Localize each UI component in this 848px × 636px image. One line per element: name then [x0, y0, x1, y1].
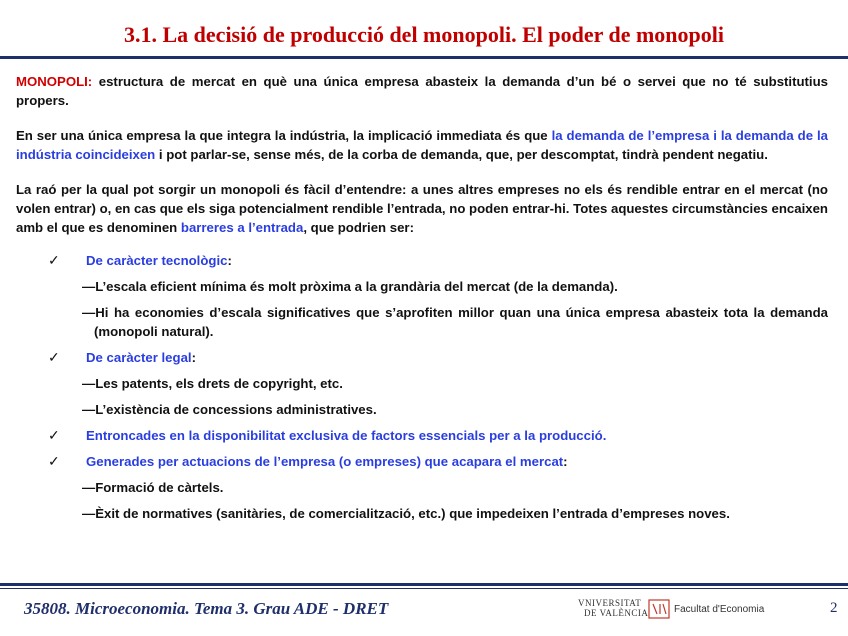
university-line1: VNIVERSITAT	[578, 598, 642, 608]
barrier-item	[16, 452, 828, 471]
barriers-text-a: La raó per la qual pot sorgir un monopoli és fàcil d’entendre: a unes altres empreses no els és rendible entrar en el mercat (no volen entrar) o, en cas que els siga potencialment rendible l’entrada, no poden entrar-hi. Totes aquestes circumstàncies encaixen amb el que es denominen	[16, 182, 828, 235]
top-rule	[0, 56, 848, 59]
barrier-label: De caràcter tecnològic	[86, 253, 228, 268]
barrier-suffix: :	[227, 253, 232, 268]
university-name	[578, 598, 648, 618]
university-line2: DE VALÈNCIA	[584, 608, 649, 618]
barrier-suffix: .	[602, 428, 607, 443]
sub-item: —L’existència de concessions administratives.	[82, 402, 377, 417]
sub-item: —Èxit de normatives (sanitàries, de comercialització, etc.) que impedeixen l’entrada d’empreses noves.	[82, 506, 730, 521]
barrier-item	[16, 426, 828, 445]
barrier-subitems	[82, 277, 828, 341]
demand-text-c: i pot parlar-se, sense més, de la corba de demanda, que, per descomptat, tindrà pendent negatiu.	[155, 147, 768, 162]
barrier-suffix: :	[191, 350, 196, 365]
sub-item: —Formació de càrtels.	[82, 480, 224, 495]
sub-item: —Les patents, els drets de copyright, etc.	[82, 376, 343, 391]
university-logo	[578, 598, 768, 622]
barrier-label: Generades per actuacions de l’empresa (o empreses) que acapara el mercat	[86, 454, 564, 469]
slide-body	[16, 72, 828, 523]
slide-title: 3.1. La decisió de producció del monopoli. El poder de monopoli	[124, 22, 724, 47]
university-seal-icon	[648, 599, 670, 619]
barrier-subitems	[82, 478, 828, 523]
barrier-label: De caràcter legal	[86, 350, 192, 365]
page-number: 2	[830, 600, 838, 616]
faculty-name: Facultat d'Economia	[674, 604, 765, 615]
demand-highlight: la demanda de l’empresa i la demanda de la indústria coincideixen	[16, 128, 828, 162]
demand-text-a: En ser una única empresa la que integra la indústria, la implicació immediata és que	[16, 128, 552, 143]
barrier-item	[16, 251, 828, 270]
course-footer: 35808. Microeconomia. Tema 3. Grau ADE - DRET	[24, 599, 389, 618]
sub-item: —Hi ha economies d’escala significatives que s’aprofiten millor quan una única empresa abasteix tota la demanda (monopoli natural).	[82, 305, 828, 339]
checkmark-icon: ✓	[48, 349, 60, 365]
demand-paragraph	[16, 126, 828, 164]
barriers-highlight: barreres a l’entrada	[180, 220, 304, 235]
definition-term: MONOPOLI:	[16, 74, 93, 89]
definition-text: estructura de mercat en què una única empresa abasteix la demanda d’un bé o servei que no té substitutius propers.	[16, 74, 828, 108]
barrier-item	[16, 348, 828, 367]
checkmark-icon: ✓	[48, 252, 60, 268]
barriers-paragraph	[16, 180, 828, 237]
barriers-text-c: , que podrien ser:	[303, 220, 414, 235]
barrier-label: Entroncades en la disponibilitat exclusiva de factors essencials per a la producció	[86, 428, 603, 443]
definition-paragraph	[16, 72, 828, 110]
checkmark-icon: ✓	[48, 453, 60, 469]
checkmark-icon: ✓	[48, 427, 60, 443]
bottom-rule	[0, 583, 848, 586]
barrier-suffix: :	[563, 454, 568, 469]
bottom-rule-thin	[0, 588, 848, 589]
sub-item: —L’escala eficient mínima és molt pròxima a la grandària del mercat (de la demanda).	[82, 279, 618, 294]
barrier-subitems	[82, 374, 828, 419]
